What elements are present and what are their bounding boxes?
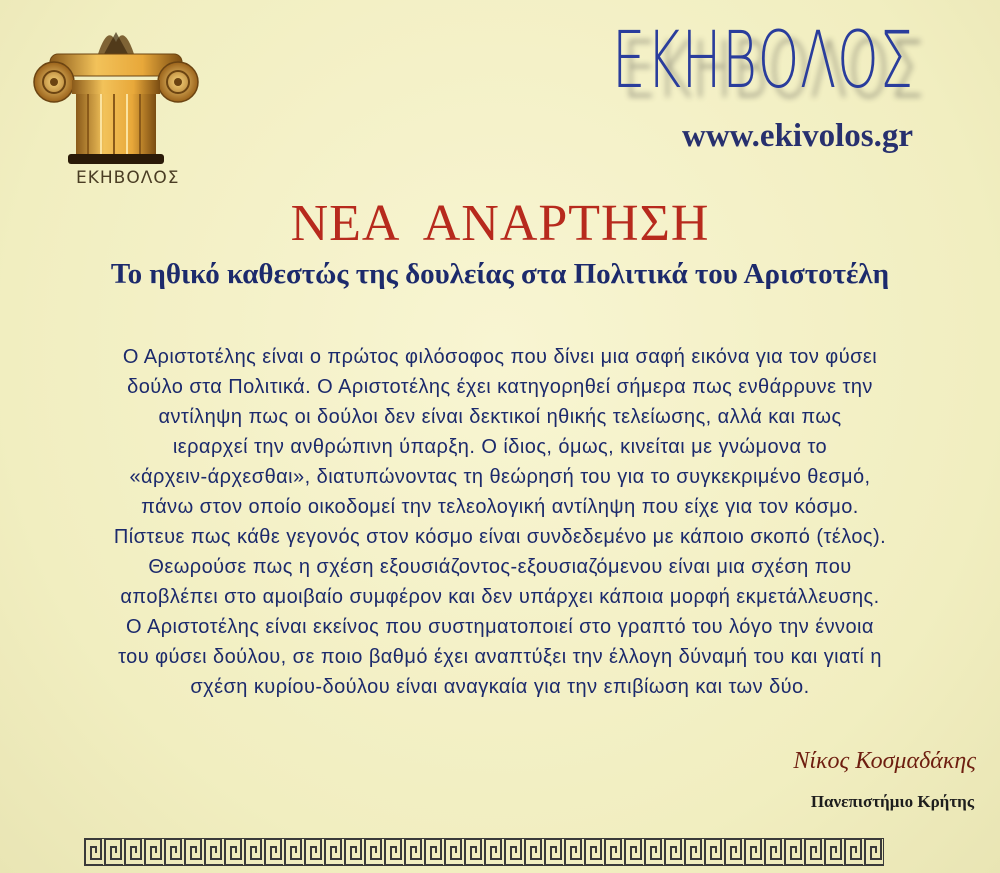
- author-name: Νίκος Κοσμαδάκης: [793, 748, 976, 774]
- article-title: Το ηθικό καθεστώς της δουλείας στα Πολιτικά του Αριστοτέλη: [110, 258, 890, 290]
- brand-wordmark: ΕΚΗΒΟΛΟΣ: [612, 16, 914, 106]
- article-body: [10, 342, 990, 702]
- body-line: αντίληψη πως οι δούλοι δεν είναι δεκτικοί ηθικής τελείωσης, αλλά και πως: [158, 406, 842, 428]
- body-line: Θεωρούσε πως η σχέση εξουσιάζοντος-εξουσιαζόμενου είναι μια σχέση που: [148, 556, 852, 578]
- body-line: σχέση κυρίου-δούλου είναι αναγκαία για την επιβίωση και των δύο.: [190, 676, 810, 698]
- body-line: πάνω στον οποίο οικοδομεί την τελεολογική αντίληψη που είχε για τον κόσμο.: [141, 496, 859, 518]
- body-line: δούλο στα Πολιτικά. Ο Αριστοτέλης έχει κατηγορηθεί σήμερα πως ενθάρρυνε την: [127, 376, 873, 398]
- body-line: Ο Αριστοτέλης είναι ο πρώτος φιλόσοφος που δίνει μια σαφή εικόνα για τον φύσει: [122, 346, 878, 368]
- body-line: ιεραρχεί την ανθρώπινη ύπαρξη. Ο ίδιος, όμως, κινείται με γνώμονα το: [172, 436, 828, 458]
- body-line: Ο Αριστοτέλης είναι εκείνος που συστηματοποιεί στο γραπτό του λόγο την έννοια: [126, 616, 874, 638]
- body-line: Πίστευε πως κάθε γεγονός στον κόσμο είναι συνδεδεμένο με κάποιο σκοπό (τέλος).: [113, 526, 887, 548]
- author-affiliation: Πανεπιστήμιο Κρήτης: [810, 792, 974, 811]
- body-line: «άρχειν-άρχεσθαι», διατυπώνοντας τη θεώρησή του για το συγκεκριμένο θεσμό,: [129, 466, 871, 488]
- announcement-heading: ΝΕΑ ΑΝΑΡΤΗΣΗ: [290, 195, 710, 252]
- body-line: αποβλέπει στο αμοιβαίο συμφέρον και δεν υπάρχει κάποια μορφή εκμετάλλευσης.: [120, 586, 880, 608]
- greek-key-border: [84, 838, 884, 866]
- body-line: του φύσει δούλου, σε ποιο βαθμό έχει αναπτύξει την έλλογη δύναμή του και γιατί η: [118, 646, 882, 668]
- left-logo-text: ΕΚΗΒΟΛΟΣ: [76, 168, 180, 188]
- site-url[interactable]: www.ekivolos.gr: [682, 118, 913, 154]
